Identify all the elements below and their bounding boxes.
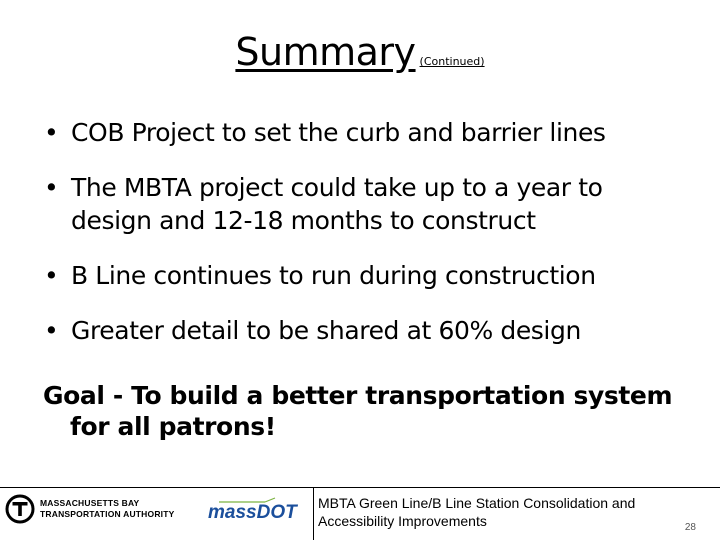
bullet-list [44, 116, 694, 369]
footer-caption [318, 494, 716, 530]
massdot-logo [205, 494, 305, 524]
bullet-item [44, 259, 694, 292]
footer-caption-line-1: MBTA Green Line/B Line Station Consolidation and [318, 495, 636, 511]
mbta-wordmark [40, 498, 175, 520]
bullet-dot: • [44, 316, 59, 345]
bullet-item [44, 314, 694, 347]
goal-line-1: Goal - To build a better transportation system [43, 381, 673, 410]
mbta-logo [5, 494, 201, 524]
bullet-dot: • [44, 173, 59, 202]
mbta-wordmark-line-1: MASSACHUSETTS BAY [40, 498, 140, 508]
bullet-text: The MBTA project could take up to a year to [71, 173, 603, 202]
footer-caption-line-2: Accessibility Improvements [318, 513, 487, 529]
bullet-dot: • [44, 118, 59, 147]
massdot-wordmark: massDOT [208, 502, 297, 523]
footer-rule [0, 487, 720, 488]
bullet-text: Greater detail to be shared at 60% design [71, 316, 581, 345]
goal-line-2: for all patrons! [70, 412, 276, 441]
title-main: Summary [235, 30, 416, 74]
massdot-logo-graphic [205, 494, 305, 524]
bullet-text: B Line continues to run during construction [71, 261, 596, 290]
goal-statement [43, 380, 693, 442]
page-number: 28 [684, 522, 696, 533]
bullet-text-continued: design and 12-18 months to construct [71, 206, 536, 235]
mbta-t-icon [5, 494, 35, 524]
bullet-text: COB Project to set the curb and barrier lines [71, 118, 606, 147]
bullet-dot: • [44, 261, 59, 290]
slide-title [0, 30, 720, 74]
bullet-item [44, 171, 694, 237]
bullet-item [44, 116, 694, 149]
mbta-wordmark-line-2: TRANSPORTATION AUTHORITY [40, 509, 175, 519]
footer-divider [313, 487, 314, 540]
title-suffix: (Continued) [419, 55, 485, 68]
